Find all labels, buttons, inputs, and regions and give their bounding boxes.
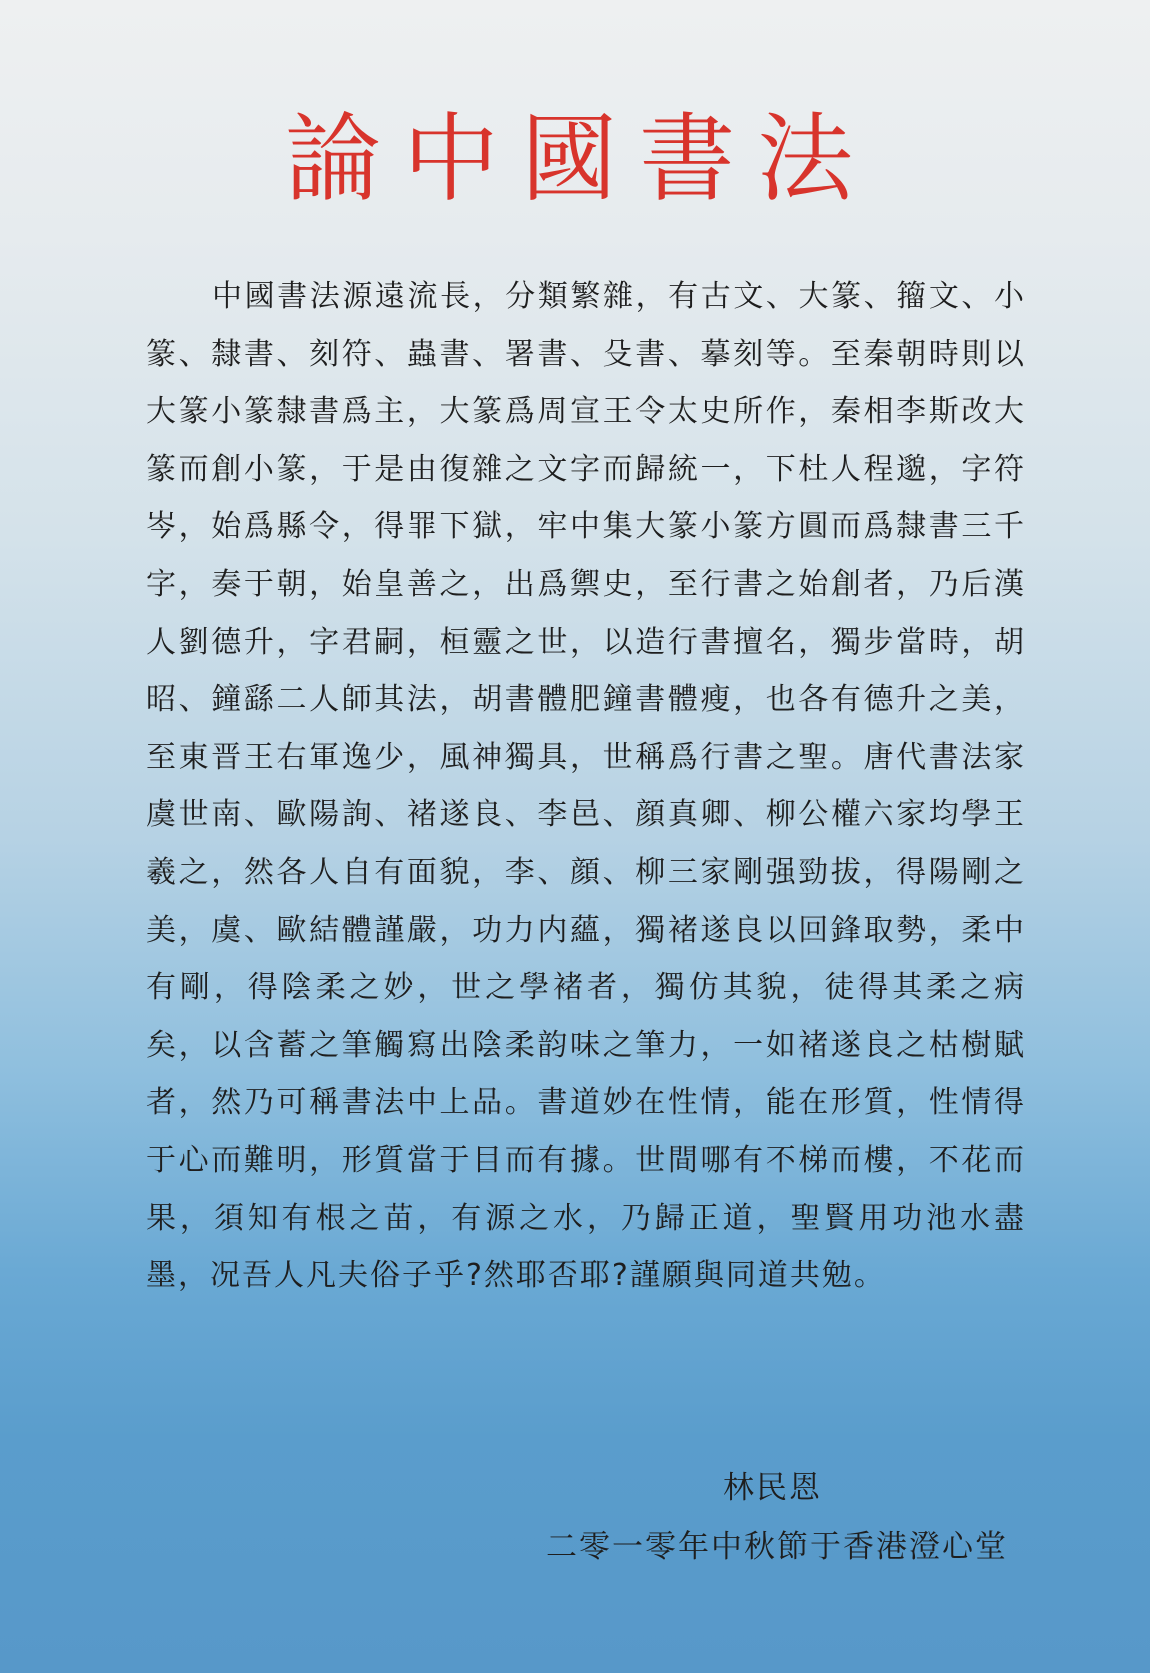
document-title: 論中國書法 — [285, 103, 875, 215]
author-signature: 林民恩 — [723, 1470, 822, 1506]
dateline: 二零一零年中秋節于香港澄心堂 — [546, 1529, 1008, 1565]
document-body: 中國書法源遠流長，分類繁雜，有古文、大篆、籀文、小篆、隸書、刻符、蟲書、署書、殳書、摹刻等。至秦朝時則以大篆小篆隸書爲主，大篆爲周宣王令太史所作，秦相李斯改大篆而創小篆，于是由復雜之文字而歸統一，下杜人程邈，字符岑，始爲縣令，得罪下獄，牢中集大篆小篆方圓而爲隸書三千字，奏于朝，始皇善之，出爲禦史，至行書之始創者，乃后漢人劉德升，字君嗣，桓靈之世，以造行書擅名，獨步當時，胡昭、鐘繇二人師其法，胡書體肥鐘書體瘦，也各有德升之美，至東晋王右軍逸少，風神獨具，世稱爲行書之聖。唐代書法家虞世南、歐陽詢、褚遂良、李邑、顔真卿、柳公權六家均學王羲之，然各人自有面貌，李、顔、柳三家剛强勁拔，得陽剛之美，虞、歐結體謹嚴，功力内蘊，獨褚遂良以回鋒取勢，柔中有剛，得陰柔之妙，世之學褚者，獨仿其貌，徒得其柔之病矣，以含蓄之筆觸寫出陰柔韵味之筆力，一如褚遂良之枯樹賦者，然乃可稱書法中上品。書道妙在性情，能在形質，性情得于心而難明，形質當于目而有據。世間哪有不梯而樓，不花而果，須知有根之苗，有源之水，乃歸正道，聖賢用功池水盡墨，况吾人凡夫俗子乎?然耶否耶?謹願與同道共勉。 — [146, 279, 1026, 1294]
